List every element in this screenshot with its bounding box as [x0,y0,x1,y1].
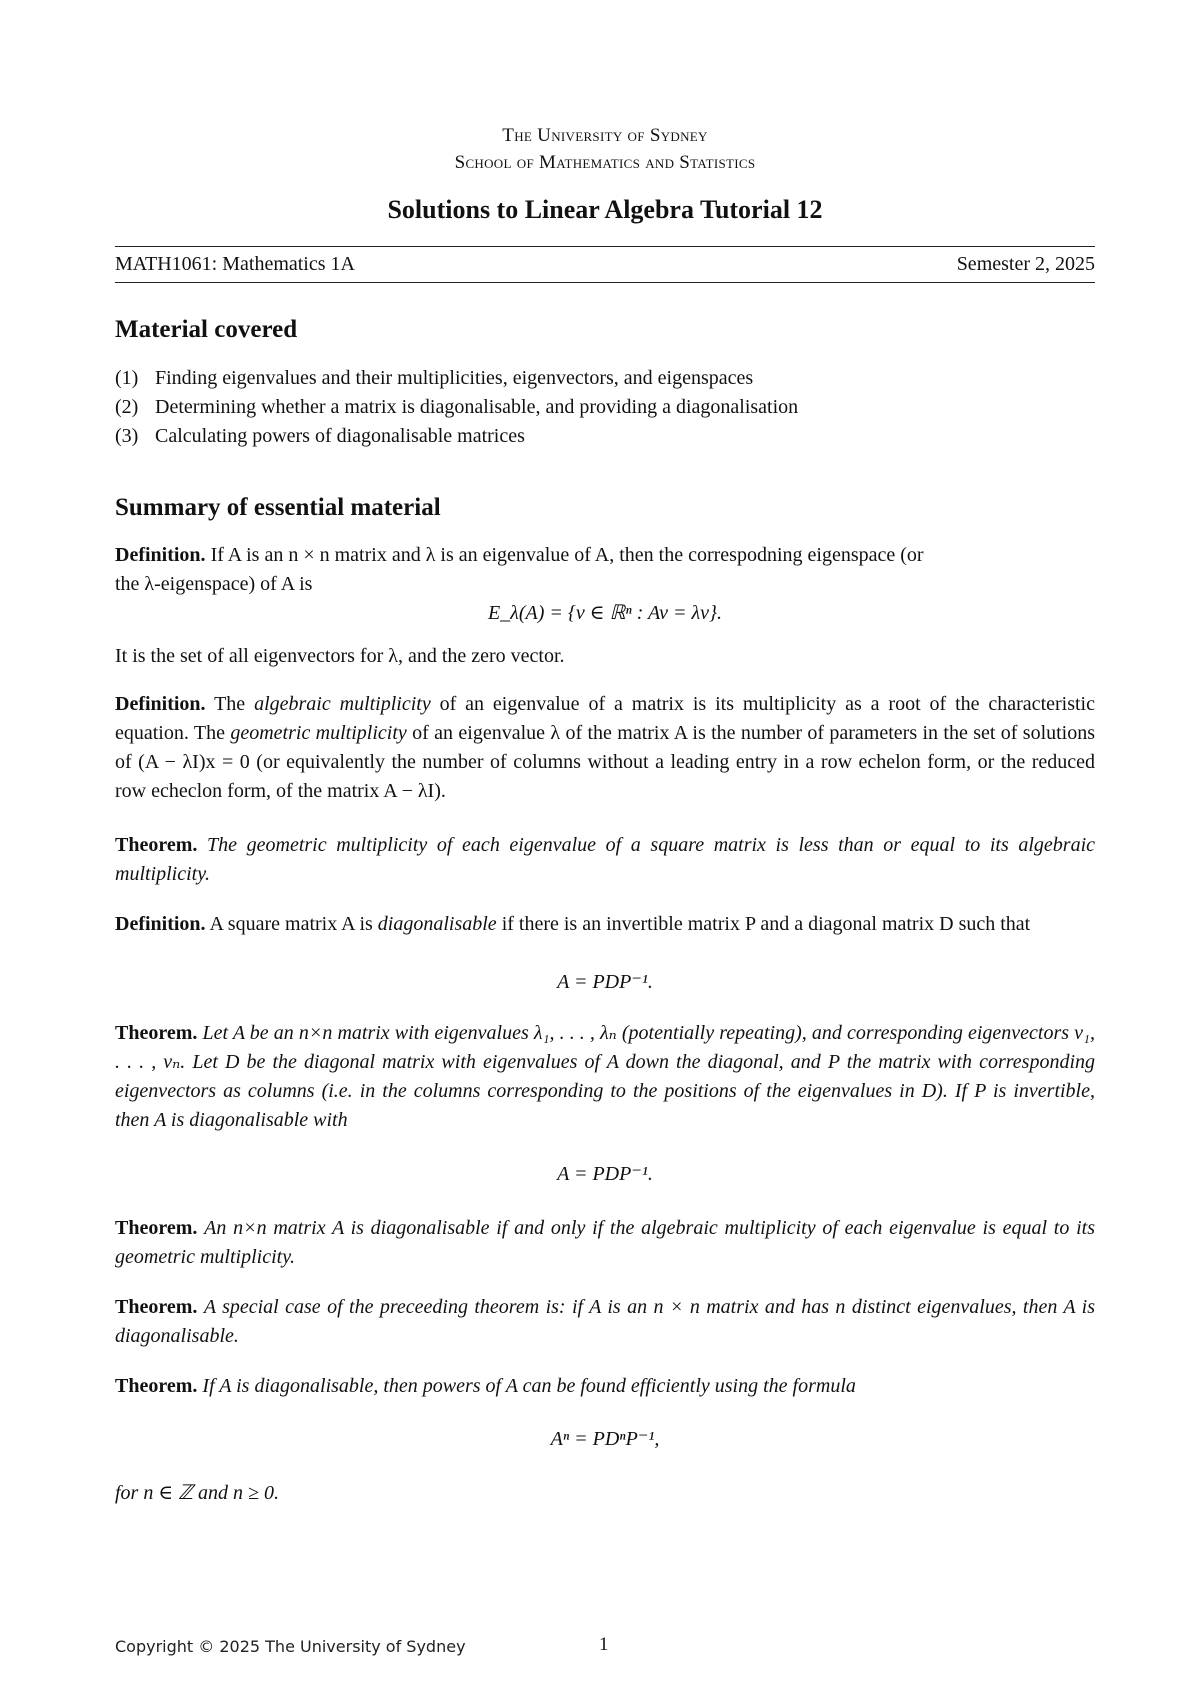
semester-label: Semester 2, 2025 [956,253,1095,275]
eigenspace-note: It is the set of all eigenvectors for λ, and the zero vector. [115,645,565,667]
school-name: School of Mathematics and Statistics [454,152,756,173]
diagonalisation-equation: A = PDP⁻¹. [557,971,653,993]
eigenspace-equation: E_λ(A) = {v ∈ ℝⁿ : Av = λv}. [487,602,723,624]
theorem-distinct-eigenvalues: Theorem. A special case of the preceeding theorem is: if A is an n × n matrix and has n distinct eigenvalues, then A is diagonalisable. [115,1296,1096,1347]
page-number: 1 [599,1634,609,1655]
powers-condition: for n ∈ ℤ and n ≥ 0. [115,1482,280,1504]
list-item: (2) Determining whether a matrix is diagonalisable, and providing a diagonalisation [115,396,799,418]
course-code: MATH1061: Mathematics 1A [115,253,355,275]
theorem-powers: Theorem. If A is diagonalisable, then powers of A can be found efficiently using the formula [115,1375,856,1397]
theorem-diagonalisation: Theorem. Let A be an n×n matrix with eigenvalues λ₁, . . . , λₙ (potentially repeating), and corresponding eigenvectors v₁, . . . , vₙ. Let D be the diagonal matrix with eigenvalues of A down the diagonal, and P the matrix with corresponding eigenvectors as columns (i.e. in the columns corresponding to the positions of the eigenvalues in D). If P is invertible, then A is diagonalisable with [115,1022,1095,1131]
material-heading: Material covered [115,316,298,343]
document-page [115,0,1095,1696]
list-item: (1) Finding eigenvalues and their multiplicities, eigenvectors, and eigenspaces [115,367,754,389]
powers-equation: Aⁿ = PDⁿP⁻¹, [550,1428,660,1450]
document-title: Solutions to Linear Algebra Tutorial 12 [387,195,823,224]
copyright-notice: Copyright © 2025 The University of Sydney [115,1637,466,1656]
university-name: The University of Sydney [502,125,708,146]
header-rule-top [115,246,1095,247]
diagonalisation-equation-2: A = PDP⁻¹. [557,1163,653,1185]
list-item: (3) Calculating powers of diagonalisable matrices [115,425,525,447]
course-bar [115,250,1095,280]
summary-heading: Summary of essential material [115,494,441,521]
theorem-iff: Theorem. An n×n matrix A is diagonalisable if and only if the algebraic multiplicity of each eigenvalue is equal to its geometric multiplicity. [115,1217,1095,1268]
material-list [115,364,1095,451]
definition-diagonalisable: Definition. A square matrix A is diagonalisable if there is an invertible matrix P and a diagonal matrix D such that [115,913,1031,935]
theorem-multiplicity-bound: Theorem. The geometric multiplicity of each eigenvalue of a square matrix is less than or equal to its algebraic multiplicity. [115,834,1096,885]
definition-eigenspace: Definition. If A is an n × n matrix and λ is an eigenvalue of A, then the correspodning eigenspace (or the λ-eigenspace) of A is [115,544,924,595]
definition-multiplicity: Definition. The algebraic multiplicity of an eigenvalue of a matrix is its multiplicity as a root of the characteristic equation. The geometric multiplicity of an eigenvalue λ of the matrix A is the number of parameters in the set of solutions of (A − λI)x = 0 (or equivalently the number of columns without a leading entry in a row echelon form, or the reduced row echeclon form, of the matrix A − λI). [115,693,1096,802]
header-rule-bottom [115,282,1095,283]
